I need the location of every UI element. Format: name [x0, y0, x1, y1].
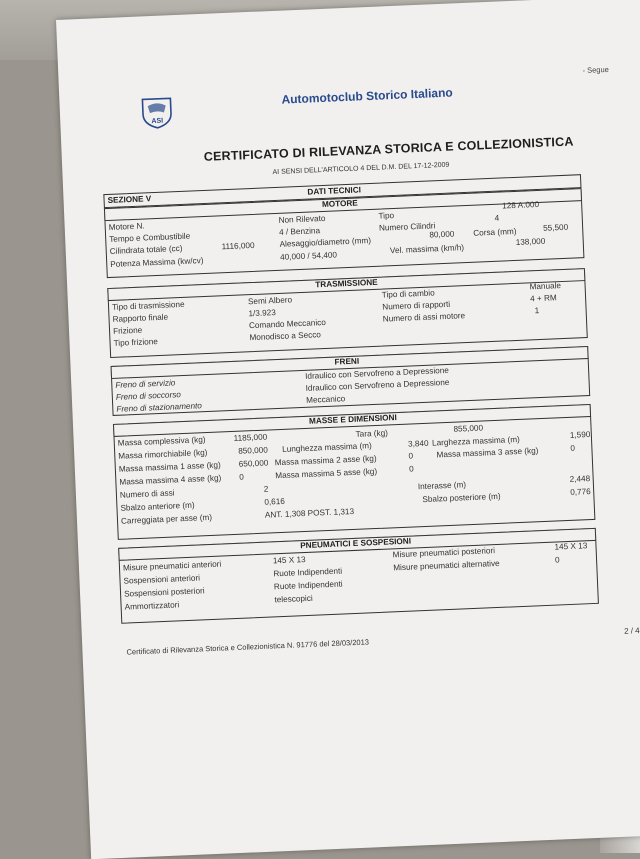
pneumatici-anteriori-label: Misure pneumatici anteriori — [122, 559, 222, 573]
alesaggio-value: 80,000 — [429, 229, 455, 240]
larghezza-value: 1,590 — [569, 429, 591, 440]
sbalzo-posteriore-label: Sbalzo posteriore (m) — [422, 491, 501, 505]
freno-stazionamento-value: Meccanico — [305, 394, 346, 405]
sospensioni-posteriori-label: Sospensioni posteriori — [123, 586, 205, 599]
velocita-label: Vel. massima (km/h) — [389, 243, 465, 256]
freno-servizio-label: Freno di servizio — [115, 378, 176, 390]
tipo-label: Tipo — [378, 211, 395, 221]
potenza-value: 40,000 / 54,400 — [279, 250, 338, 262]
cilindri-label: Numero Cilindri — [378, 221, 436, 233]
pneumatici-posteriori-value: 145 X 13 — [554, 541, 588, 552]
freno-soccorso-value: Idraulico con Servofreno a Depressione — [305, 377, 450, 393]
sbalzo-anteriore-label: Sbalzo anteriore (m) — [120, 500, 195, 513]
massa-asse4-value: 0 — [239, 472, 245, 482]
carreggiata-label: Carreggiata per asse (m) — [120, 512, 213, 526]
cambio-label: Tipo di cambio — [381, 288, 435, 300]
velocita-value: 138,000 — [515, 236, 546, 247]
massa-asse2-label: Massa massima 2 asse (kg) — [274, 453, 377, 468]
massa-asse5-value: 0 — [408, 464, 414, 474]
assi-motore-label: Numero di assi motore — [382, 311, 466, 324]
certificate-footer: Certificato di Rilevanza Storica e Collezionistica N. 91776 del 28/03/2013 — [126, 637, 370, 657]
larghezza-label: Larghezza massima (m) — [431, 434, 520, 448]
massa-asse2-value: 0 — [408, 451, 414, 461]
freno-servizio-value: Idraulico con Servofreno a Depressione — [304, 365, 450, 381]
rapporto-value: 1/3.923 — [248, 308, 276, 319]
massa-asse5-label: Massa massima 5 asse (kg) — [275, 466, 378, 481]
alesaggio-label: Alesaggio/diametro (mm) — [279, 236, 372, 249]
rapporti-value: 4 + RM — [529, 293, 557, 304]
interasse-value: 2,448 — [569, 474, 591, 484]
cilindri-value: 4 — [494, 213, 500, 223]
freni-title: FRENI — [334, 356, 360, 367]
massa-rimorchiabile-value: 850,000 — [238, 445, 268, 456]
massa-asse1-label: Massa massima 1 asse (kg) — [118, 460, 221, 474]
massa-complessiva-value: 1185,000 — [233, 432, 268, 443]
page-number: 2 / 4 — [623, 626, 640, 636]
interasse-label: Interasse (m) — [417, 480, 467, 492]
pneumatici-anteriori-value: 145 X 13 — [272, 555, 306, 566]
frizione-label: Frizione — [112, 325, 143, 336]
cambio-value: Manuale — [529, 281, 562, 292]
massa-complessiva-label: Massa complessiva (kg) — [117, 435, 206, 448]
organization-name: Automotoclub Storico Italiano — [281, 85, 454, 107]
logo-text: ASI — [151, 117, 164, 126]
numero-assi-label: Numero di assi — [119, 488, 175, 500]
tempo-label: Tempo e Combustibile — [109, 231, 191, 244]
corsa-value: 55,500 — [542, 222, 569, 233]
numero-assi-value: 2 — [263, 484, 269, 494]
corsa-label: Corsa (mm) — [473, 226, 517, 238]
trasmissione-tipo-value: Semi Albero — [247, 295, 293, 307]
motore-n-value: Non Rilevato — [278, 213, 326, 225]
pneumatici-alternative-label: Misure pneumatici alternative — [393, 558, 500, 573]
tipo-frizione-label: Tipo frizione — [113, 337, 159, 348]
segue-label: - Segue — [582, 64, 610, 75]
sospensioni-anteriori-label: Sospensioni anteriori — [123, 573, 201, 586]
document-title: CERTIFICATO DI RILEVANZA STORICA E COLLEZIONISTICA — [203, 134, 574, 164]
potenza-label: Potenza Massima (kw/cv) — [110, 256, 204, 269]
ammortizzatori-label: Ammortizzatori — [124, 600, 180, 612]
freno-soccorso-label: Freno di soccorso — [115, 390, 182, 402]
tempo-value: 4 / Benzina — [278, 226, 321, 237]
massa-asse3-label: Massa massima 3 asse (kg) — [436, 446, 539, 460]
massa-asse3-value: 0 — [570, 443, 576, 453]
motore-n-label: Motore N. — [108, 221, 145, 232]
pneumatici-posteriori-label: Misure pneumatici posteriori — [392, 546, 496, 560]
certificate-page — [56, 0, 640, 859]
trasmissione-tipo-label: Tipo di trasmissione — [111, 299, 185, 312]
massa-rimorchiabile-label: Massa rimorchiabile (kg) — [118, 448, 208, 461]
document-subtitle: AI SENSI DELL'ARTICOLO 4 DEL D.M. DEL 17-12-2009 — [272, 161, 450, 177]
tipo-frizione-value: Monodisco a Secco — [249, 330, 322, 343]
section-label: SEZIONE V — [107, 194, 152, 205]
masse-title: MASSE E DIMENSIONI — [308, 413, 397, 426]
cilindrata-label: Cilindrata totale (cc) — [109, 243, 183, 256]
assi-motore-value: 1 — [534, 306, 540, 316]
cilindrata-value: 1116,000 — [221, 240, 255, 252]
lunghezza-value: 3,840 — [407, 438, 429, 449]
pneumatici-title: PNEUMATICI E SOSPESIONI — [300, 536, 412, 551]
motore-title: MOTORE — [321, 198, 358, 210]
carreggiata-value: ANT. 1,308 POST. 1,313 — [264, 506, 355, 520]
lunghezza-label: Lunghezza massima (m) — [281, 441, 372, 454]
tara-value: 855,000 — [453, 423, 484, 434]
section-title: DATI TECNICI — [307, 185, 362, 197]
freno-stazionamento-label: Freno di stazionamento — [116, 401, 203, 414]
rapporti-label: Numero di rapporti — [382, 299, 451, 312]
trasmissione-title: TRASMISSIONE — [315, 277, 378, 290]
pneumatici-alternative-value: 0 — [554, 555, 560, 565]
sbalzo-anteriore-value: 0,616 — [264, 496, 286, 507]
rapporto-label: Rapporto finale — [112, 312, 169, 324]
asi-logo-icon — [139, 95, 174, 130]
sospensioni-anteriori-value: Ruote Indipendenti — [273, 566, 343, 579]
ammortizzatori-value: telescopici — [274, 593, 313, 605]
tara-label: Tara (kg) — [355, 428, 389, 439]
sbalzo-posteriore-value: 0,776 — [570, 487, 591, 497]
tipo-value: 128 A.000 — [501, 199, 540, 211]
frizione-value: Comando Meccanico — [248, 317, 327, 331]
massa-asse1-value: 650,000 — [238, 458, 269, 469]
massa-asse4-label: Massa massima 4 asse (kg) — [119, 473, 222, 487]
sospensioni-posteriori-value: Ruote Indipendenti — [273, 579, 343, 592]
